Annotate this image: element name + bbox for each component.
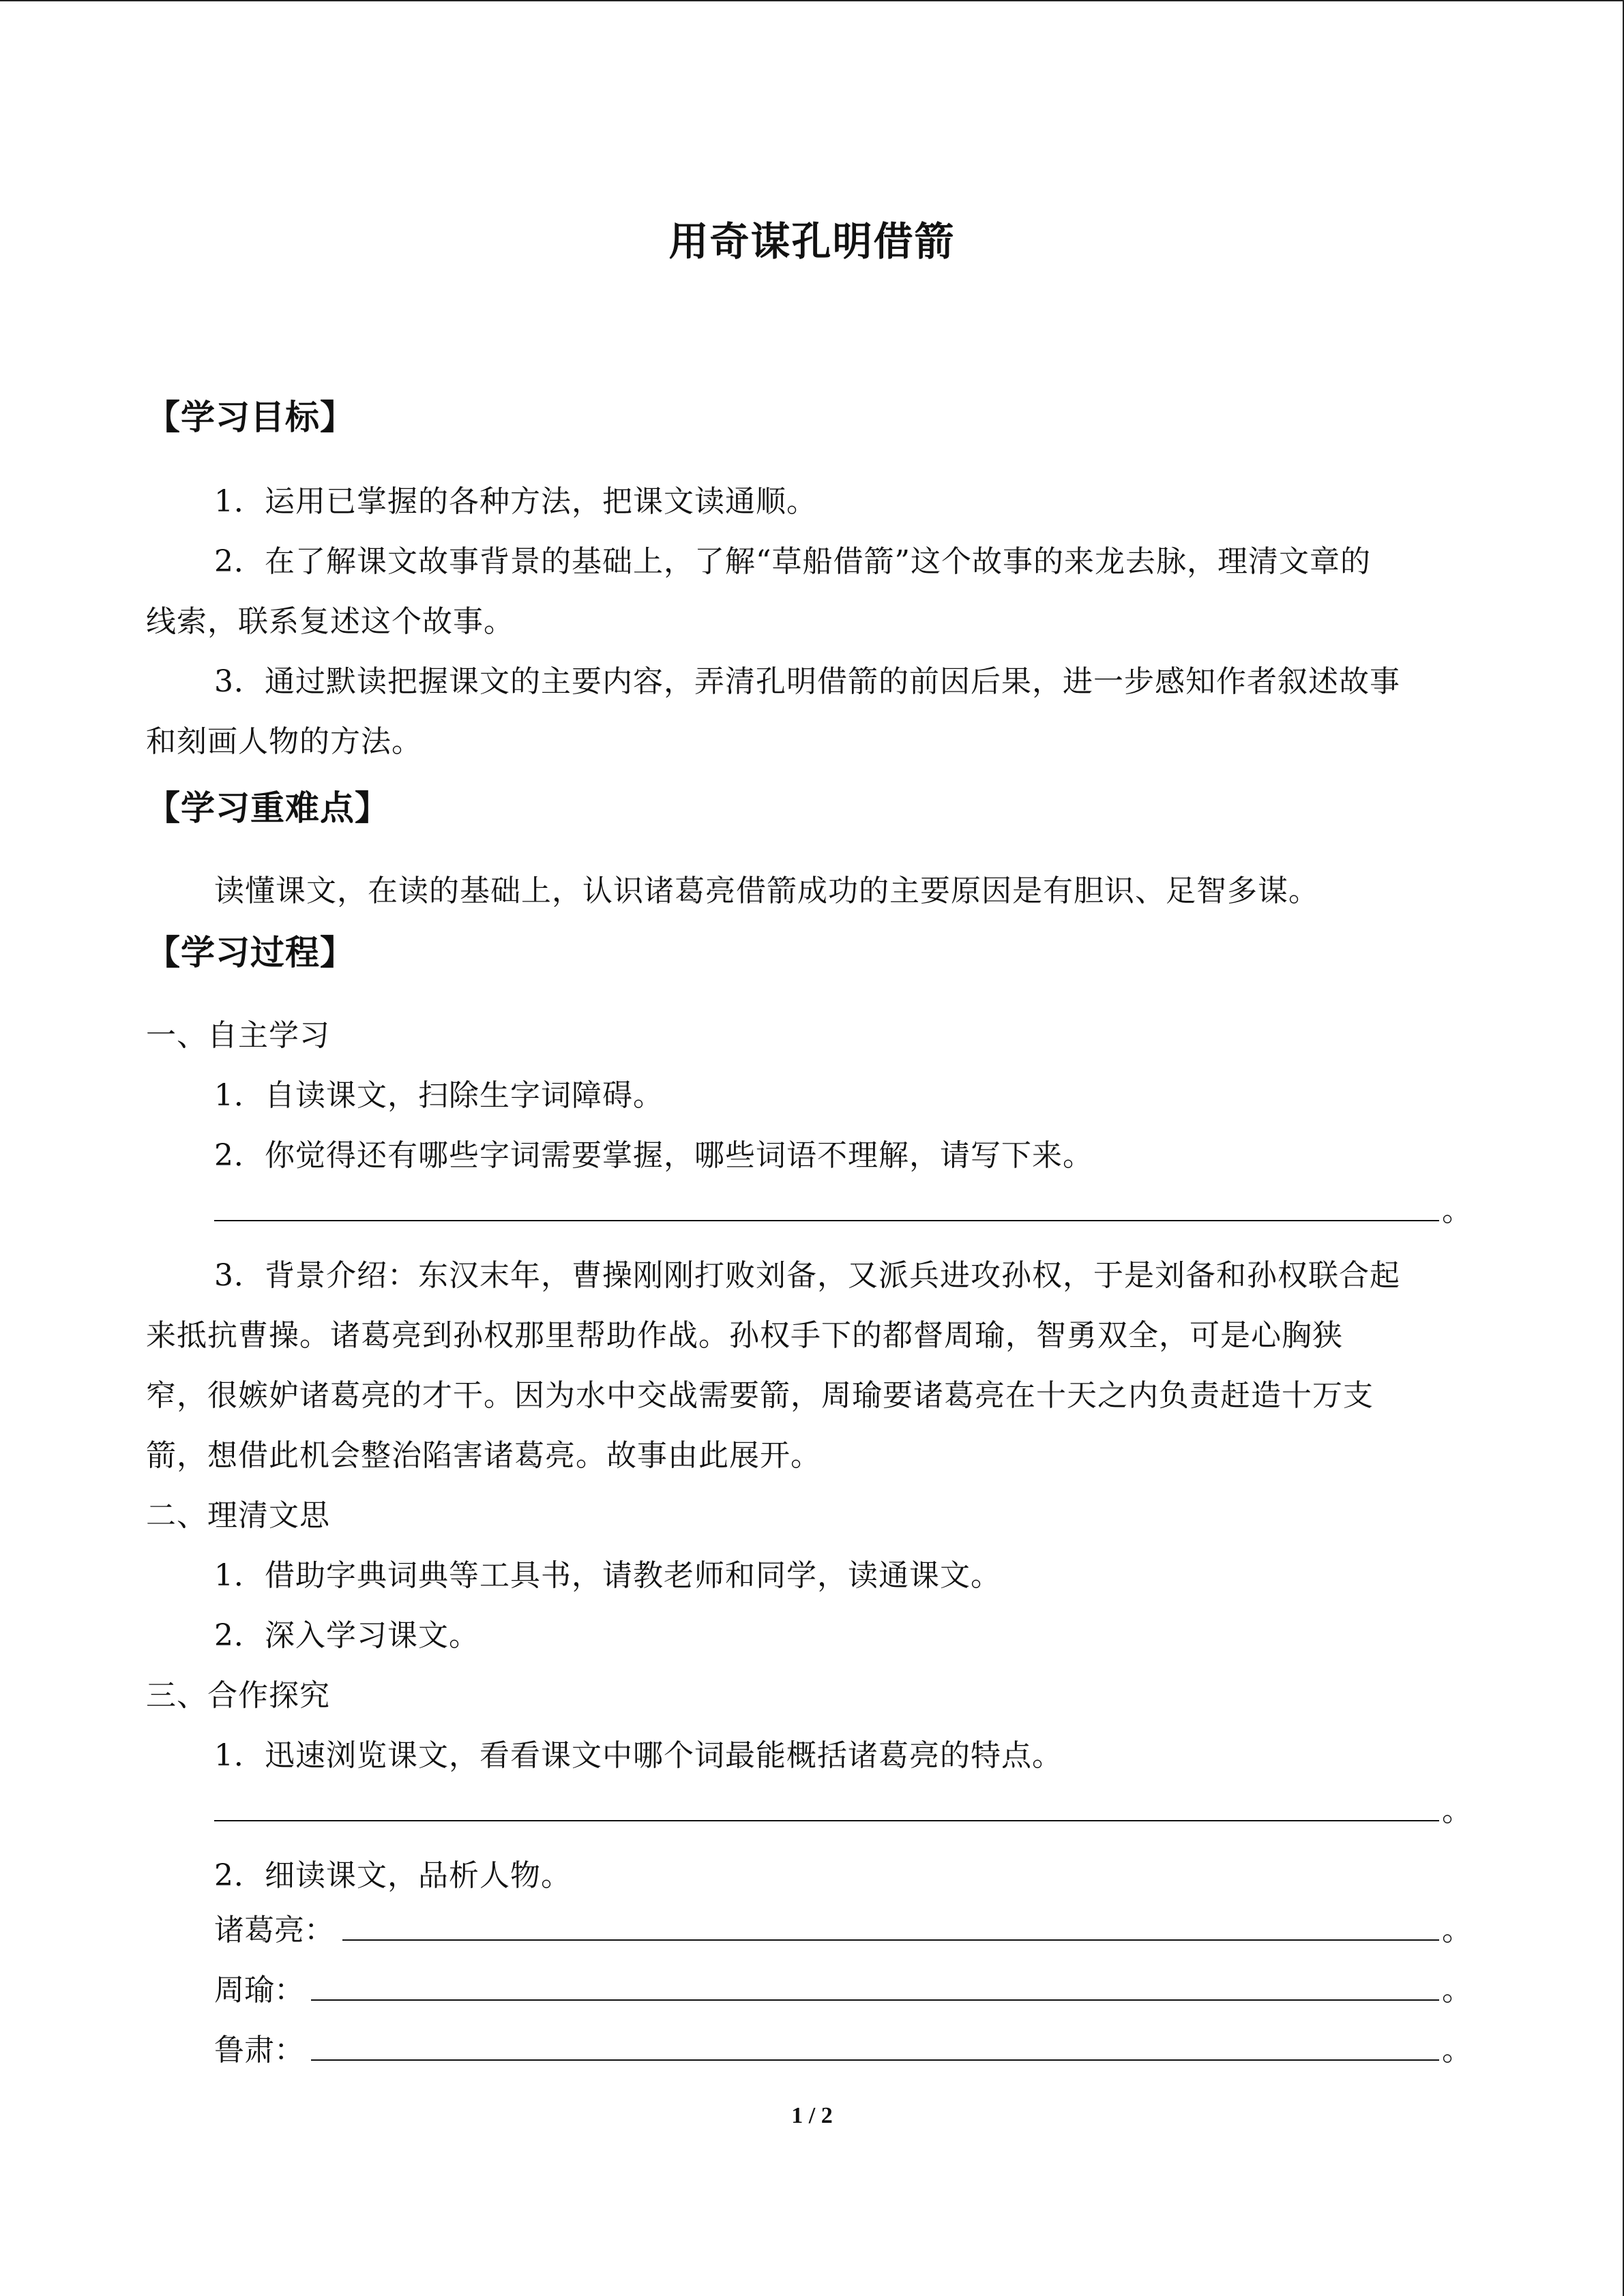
period-mark: 。 (1442, 2033, 1472, 2068)
section-1-q3-line-2: 来抵抗曹操。诸葛亮到孙权那里帮助作战。孙权手下的都督周瑜，智勇双全，可是心胸狭 (146, 1318, 1343, 1353)
goal-2-line-2: 线索，联系复述这个故事。 (146, 604, 514, 639)
heading-learning-goals: 【学习目标】 (146, 398, 355, 437)
period-mark: 。 (1442, 1193, 1472, 1228)
answer-row-words (214, 1191, 1472, 1228)
answer-blank-zhou-yu[interactable] (311, 1999, 1439, 2001)
answer-blank-traits[interactable] (214, 1820, 1439, 1821)
page-title: 用奇谋孔明借箭 (668, 218, 956, 265)
section-1-q3-line-3: 窄，很嫉妒诸葛亮的才干。因为水中交战需要箭，周瑜要诸葛亮在十天之内负责赶造十万支 (146, 1378, 1374, 1413)
period-mark: 。 (1442, 1913, 1472, 1948)
section-1-q3-line-4: 箭，想借此机会整治陷害诸葛亮。故事由此展开。 (146, 1438, 821, 1473)
answer-row-traits (214, 1791, 1472, 1828)
section-1-q3-line-1: 3．背景介绍：东汉末年，曹操刚刚打败刘备，又派兵进攻孙权，于是刘备和孙权联合起 (214, 1258, 1400, 1293)
goal-3-line-1: 3．通过默读把握课文的主要内容，弄清孔明借箭的前因后果，进一步感知作者叙述故事 (214, 664, 1400, 699)
answer-blank-lu-su[interactable] (311, 2059, 1439, 2061)
goal-1: 1．运用已掌握的各种方法，把课文读通顺。 (214, 484, 817, 519)
section-2-q2: 2．深入学习课文。 (214, 1618, 479, 1653)
period-mark: 。 (1442, 1973, 1472, 2008)
section-1-q1: 1．自读课文，扫除生字词障碍。 (214, 1078, 664, 1113)
answer-row-lusu (214, 2031, 1472, 2068)
section-3-q2: 2．细读课文，品析人物。 (214, 1858, 572, 1893)
goal-3-line-2: 和刻画人物的方法。 (146, 724, 422, 759)
label-zhuge-liang: 诸葛亮： (214, 1913, 334, 1948)
key-point-text: 读懂课文，在读的基础上，认识诸葛亮借箭成功的主要原因是有胆识、足智多谋。 (214, 874, 1319, 908)
label-lu-su: 鲁肃： (214, 2033, 304, 2068)
section-3-title: 三、合作探究 (146, 1678, 330, 1713)
section-1-q2: 2．你觉得还有哪些字词需要掌握，哪些词语不理解，请写下来。 (214, 1138, 1093, 1173)
period-mark: 。 (1442, 1793, 1472, 1828)
page-number: 1 / 2 (791, 2103, 833, 2128)
answer-row-zhuge (214, 1911, 1472, 1948)
section-2-title: 二、理清文思 (146, 1498, 330, 1533)
section-1-title: 一、自主学习 (146, 1018, 330, 1053)
heading-key-points: 【学习重难点】 (146, 788, 389, 828)
goal-2-line-1: 2．在了解课文故事背景的基础上，了解“草船借箭”这个故事的来龙去脉，理清文章的 (214, 544, 1371, 579)
label-zhou-yu: 周瑜： (214, 1973, 304, 2008)
heading-learning-process: 【学习过程】 (146, 933, 355, 972)
answer-blank-words[interactable] (214, 1220, 1439, 1221)
section-3-q1: 1．迅速浏览课文，看看课文中哪个词最能概括诸葛亮的特点。 (214, 1738, 1063, 1773)
answer-row-zhouyu (214, 1971, 1472, 2008)
answer-blank-zhuge-liang[interactable] (342, 1939, 1439, 1941)
section-2-q1: 1．借助字典词典等工具书，请教老师和同学，读通课文。 (214, 1558, 1001, 1593)
